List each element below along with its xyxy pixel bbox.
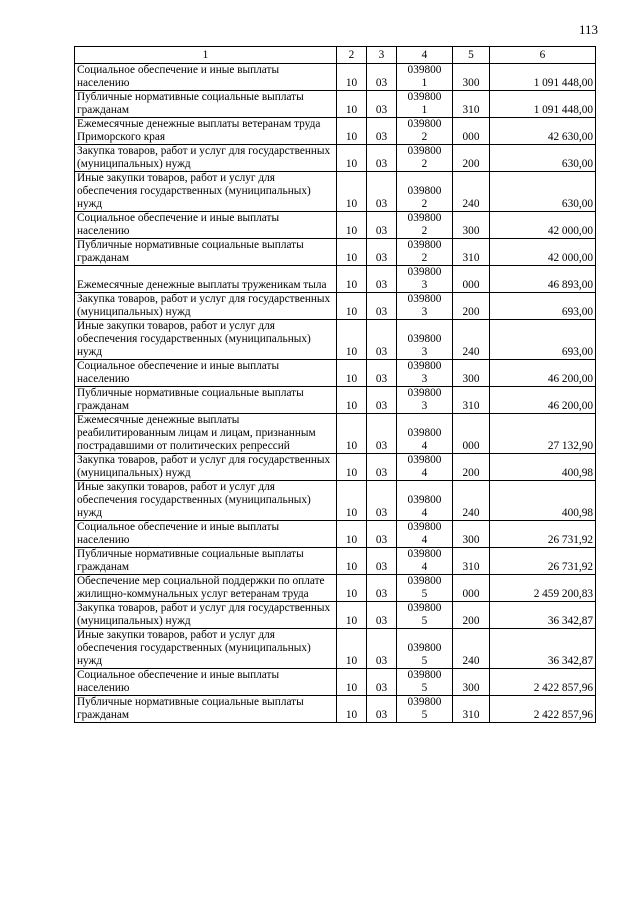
table-row: [75, 172, 596, 212]
row-name: Публичные нормативные социальные выплаты гражданам: [75, 239, 337, 266]
row-target-article-suffix: 5: [421, 709, 428, 721]
row-name: Закупка товаров, работ и услуг для государственных (муниципальных) нужд: [75, 454, 337, 481]
table-row: [75, 669, 596, 696]
row-name: Ежемесячные денежные выплаты ветеранам труда Приморского края: [75, 118, 337, 145]
row-subsection: 03: [367, 266, 397, 293]
row-expense-type: 000: [453, 118, 490, 145]
table-row: [75, 602, 596, 629]
row-amount: 1 091 448,00: [490, 64, 596, 91]
row-expense-type: 200: [453, 454, 490, 481]
row-name: Социальное обеспечение и иные выплаты населению: [75, 212, 337, 239]
row-subsection: 03: [367, 414, 397, 454]
row-amount: 2 422 857,96: [490, 669, 596, 696]
row-target-article-suffix: 4: [421, 507, 428, 519]
row-amount: 400,98: [490, 454, 596, 481]
row-target-article-suffix: 3: [421, 400, 428, 412]
row-amount: 2 422 857,96: [490, 696, 596, 723]
row-target-article-code: 039800: [407, 387, 442, 399]
row-section: 10: [337, 548, 367, 575]
row-target-article: [397, 548, 453, 575]
row-name: Публичные нормативные социальные выплаты гражданам: [75, 548, 337, 575]
table-row: [75, 239, 596, 266]
row-expense-type: 300: [453, 360, 490, 387]
row-expense-type: 200: [453, 293, 490, 320]
row-target-article-code: 039800: [407, 548, 442, 560]
row-target-article-code: 039800: [407, 521, 442, 533]
row-target-article-suffix: 5: [421, 682, 428, 694]
row-section: 10: [337, 118, 367, 145]
row-section: 10: [337, 629, 367, 669]
row-section: 10: [337, 696, 367, 723]
row-section: 10: [337, 64, 367, 91]
row-target-article-code: 039800: [407, 454, 442, 466]
header-col-4: 4: [397, 47, 453, 64]
row-expense-type: 300: [453, 521, 490, 548]
table-row: [75, 64, 596, 91]
table-row: [75, 360, 596, 387]
row-target-article-code: 039800: [407, 669, 442, 681]
row-expense-type: 300: [453, 212, 490, 239]
row-target-article-suffix: 5: [421, 615, 428, 627]
row-target-article: [397, 696, 453, 723]
row-amount: 42 000,00: [490, 212, 596, 239]
row-subsection: 03: [367, 118, 397, 145]
row-name: Закупка товаров, работ и услуг для государственных (муниципальных) нужд: [75, 293, 337, 320]
row-target-article-suffix: 4: [421, 467, 428, 479]
table-row: [75, 91, 596, 118]
header-col-2: 2: [337, 47, 367, 64]
row-target-article: [397, 629, 453, 669]
row-target-article-code: 039800: [407, 427, 442, 439]
row-subsection: 03: [367, 212, 397, 239]
row-target-article-code: 039800: [407, 118, 442, 130]
row-section: 10: [337, 212, 367, 239]
row-target-article-suffix: 1: [421, 77, 428, 89]
row-name: Публичные нормативные социальные выплаты гражданам: [75, 91, 337, 118]
row-target-article-suffix: 4: [421, 561, 428, 573]
row-target-article: [397, 360, 453, 387]
table-row: [75, 696, 596, 723]
row-subsection: 03: [367, 239, 397, 266]
row-name: Обеспечение мер социальной поддержки по оплате жилищно-коммунальных услуг ветеранам труда: [75, 575, 337, 602]
header-col-3: 3: [367, 47, 397, 64]
row-target-article-code: 039800: [407, 602, 442, 614]
row-target-article-code: 039800: [407, 494, 442, 506]
row-target-article: [397, 64, 453, 91]
row-target-article-suffix: 2: [421, 198, 428, 210]
row-target-article: [397, 293, 453, 320]
row-amount: 26 731,92: [490, 521, 596, 548]
row-section: 10: [337, 481, 367, 521]
row-name: Социальное обеспечение и иные выплаты населению: [75, 521, 337, 548]
row-expense-type: 000: [453, 414, 490, 454]
row-subsection: 03: [367, 669, 397, 696]
row-name: Социальное обеспечение и иные выплаты населению: [75, 360, 337, 387]
table-row: [75, 266, 596, 293]
row-amount: 42 630,00: [490, 118, 596, 145]
row-expense-type: 240: [453, 481, 490, 521]
row-section: 10: [337, 454, 367, 481]
row-name: Иные закупки товаров, работ и услуг для обеспечения государственных (муниципальных) нужд: [75, 481, 337, 521]
row-name: Публичные нормативные социальные выплаты гражданам: [75, 387, 337, 414]
row-target-article: [397, 118, 453, 145]
row-subsection: 03: [367, 320, 397, 360]
row-name: Социальное обеспечение и иные выплаты населению: [75, 669, 337, 696]
row-expense-type: 240: [453, 172, 490, 212]
row-subsection: 03: [367, 293, 397, 320]
row-subsection: 03: [367, 360, 397, 387]
row-target-article-suffix: 3: [421, 373, 428, 385]
table-row: [75, 414, 596, 454]
row-amount: 400,98: [490, 481, 596, 521]
row-target-article: [397, 212, 453, 239]
row-expense-type: 310: [453, 696, 490, 723]
row-section: 10: [337, 602, 367, 629]
row-target-article-suffix: 1: [421, 104, 428, 116]
row-subsection: 03: [367, 172, 397, 212]
row-target-article: [397, 521, 453, 548]
row-subsection: 03: [367, 696, 397, 723]
row-name: Социальное обеспечение и иные выплаты населению: [75, 64, 337, 91]
row-subsection: 03: [367, 145, 397, 172]
row-target-article: [397, 145, 453, 172]
row-target-article-suffix: 2: [421, 225, 428, 237]
row-target-article-code: 039800: [407, 293, 442, 305]
row-section: 10: [337, 521, 367, 548]
row-target-article-code: 039800: [407, 266, 442, 278]
row-amount: 42 000,00: [490, 239, 596, 266]
table-body: [75, 64, 596, 723]
row-target-article-code: 039800: [407, 575, 442, 587]
row-target-article-code: 039800: [407, 145, 442, 157]
row-subsection: 03: [367, 64, 397, 91]
row-expense-type: 310: [453, 239, 490, 266]
table-row: [75, 387, 596, 414]
row-target-article-code: 039800: [407, 212, 442, 224]
row-section: 10: [337, 669, 367, 696]
row-section: 10: [337, 145, 367, 172]
row-target-article-code: 039800: [407, 333, 442, 345]
row-target-article: [397, 602, 453, 629]
row-target-article-code: 039800: [407, 91, 442, 103]
row-section: 10: [337, 172, 367, 212]
header-col-1: 1: [75, 47, 337, 64]
row-amount: 36 342,87: [490, 602, 596, 629]
row-subsection: 03: [367, 602, 397, 629]
table-row: [75, 575, 596, 602]
table-row: [75, 521, 596, 548]
row-target-article: [397, 320, 453, 360]
row-target-article-suffix: 4: [421, 440, 428, 452]
row-name: Иные закупки товаров, работ и услуг для обеспечения государственных (муниципальных) нужд: [75, 320, 337, 360]
row-section: 10: [337, 239, 367, 266]
row-amount: 2 459 200,83: [490, 575, 596, 602]
row-section: 10: [337, 293, 367, 320]
row-target-article: [397, 414, 453, 454]
row-amount: 630,00: [490, 172, 596, 212]
row-target-article-code: 039800: [407, 64, 442, 76]
row-target-article: [397, 239, 453, 266]
row-expense-type: 000: [453, 575, 490, 602]
header-row: [75, 47, 596, 64]
row-target-article: [397, 669, 453, 696]
row-expense-type: 310: [453, 387, 490, 414]
row-target-article-suffix: 2: [421, 131, 428, 143]
row-amount: 693,00: [490, 320, 596, 360]
table-row: [75, 212, 596, 239]
row-target-article: [397, 481, 453, 521]
row-name: Ежемесячные денежные выплаты труженикам тыла: [75, 266, 337, 293]
row-expense-type: 000: [453, 266, 490, 293]
row-target-article-code: 039800: [407, 185, 442, 197]
row-amount: 46 893,00: [490, 266, 596, 293]
row-expense-type: 300: [453, 64, 490, 91]
row-expense-type: 310: [453, 548, 490, 575]
row-subsection: 03: [367, 387, 397, 414]
row-target-article-code: 039800: [407, 239, 442, 251]
row-section: 10: [337, 91, 367, 118]
row-target-article-suffix: 2: [421, 158, 428, 170]
row-target-article: [397, 575, 453, 602]
table-row: [75, 548, 596, 575]
row-subsection: 03: [367, 548, 397, 575]
row-subsection: 03: [367, 481, 397, 521]
row-amount: 630,00: [490, 145, 596, 172]
table-row: [75, 481, 596, 521]
row-name: Закупка товаров, работ и услуг для государственных (муниципальных) нужд: [75, 145, 337, 172]
row-target-article-suffix: 5: [421, 655, 428, 667]
row-target-article: [397, 172, 453, 212]
row-name: Иные закупки товаров, работ и услуг для обеспечения государственных (муниципальных) нужд: [75, 172, 337, 212]
row-name: Иные закупки товаров, работ и услуг для обеспечения государственных (муниципальных) нужд: [75, 629, 337, 669]
header-col-5: 5: [453, 47, 490, 64]
row-target-article-code: 039800: [407, 642, 442, 654]
row-expense-type: 200: [453, 145, 490, 172]
row-name: Публичные нормативные социальные выплаты гражданам: [75, 696, 337, 723]
row-target-article-suffix: 3: [421, 346, 428, 358]
row-expense-type: 310: [453, 91, 490, 118]
table-row: [75, 145, 596, 172]
row-target-article-suffix: 4: [421, 534, 428, 546]
row-target-article-code: 039800: [407, 696, 442, 708]
row-target-article-code: 039800: [407, 360, 442, 372]
table-row: [75, 629, 596, 669]
row-subsection: 03: [367, 575, 397, 602]
row-amount: 46 200,00: [490, 387, 596, 414]
row-section: 10: [337, 320, 367, 360]
page-number: 113: [578, 22, 598, 37]
row-target-article: [397, 387, 453, 414]
row-target-article-suffix: 3: [421, 279, 428, 291]
row-subsection: 03: [367, 521, 397, 548]
row-name: Ежемесячные денежные выплаты реабилитированным лицам и лицам, признанным пострадавшими от политических репрессий: [75, 414, 337, 454]
row-target-article: [397, 91, 453, 118]
row-subsection: 03: [367, 454, 397, 481]
row-expense-type: 240: [453, 629, 490, 669]
row-amount: 46 200,00: [490, 360, 596, 387]
table-row: [75, 118, 596, 145]
row-target-article: [397, 266, 453, 293]
row-expense-type: 300: [453, 669, 490, 696]
budget-table: [74, 46, 596, 723]
table-row: [75, 293, 596, 320]
table-header: [75, 47, 596, 64]
header-col-6: 6: [490, 47, 596, 64]
row-subsection: 03: [367, 629, 397, 669]
row-target-article: [397, 454, 453, 481]
row-subsection: 03: [367, 91, 397, 118]
row-amount: 1 091 448,00: [490, 91, 596, 118]
row-amount: 693,00: [490, 293, 596, 320]
row-section: 10: [337, 266, 367, 293]
row-section: 10: [337, 387, 367, 414]
row-section: 10: [337, 575, 367, 602]
row-amount: 26 731,92: [490, 548, 596, 575]
row-target-article-suffix: 2: [421, 252, 428, 264]
row-amount: 36 342,87: [490, 629, 596, 669]
row-amount: 27 132,90: [490, 414, 596, 454]
row-name: Закупка товаров, работ и услуг для государственных (муниципальных) нужд: [75, 602, 337, 629]
table-row: [75, 320, 596, 360]
row-target-article-suffix: 3: [421, 306, 428, 318]
table-row: [75, 454, 596, 481]
row-section: 10: [337, 360, 367, 387]
row-expense-type: 200: [453, 602, 490, 629]
row-section: 10: [337, 414, 367, 454]
row-target-article-suffix: 5: [421, 588, 428, 600]
row-expense-type: 240: [453, 320, 490, 360]
